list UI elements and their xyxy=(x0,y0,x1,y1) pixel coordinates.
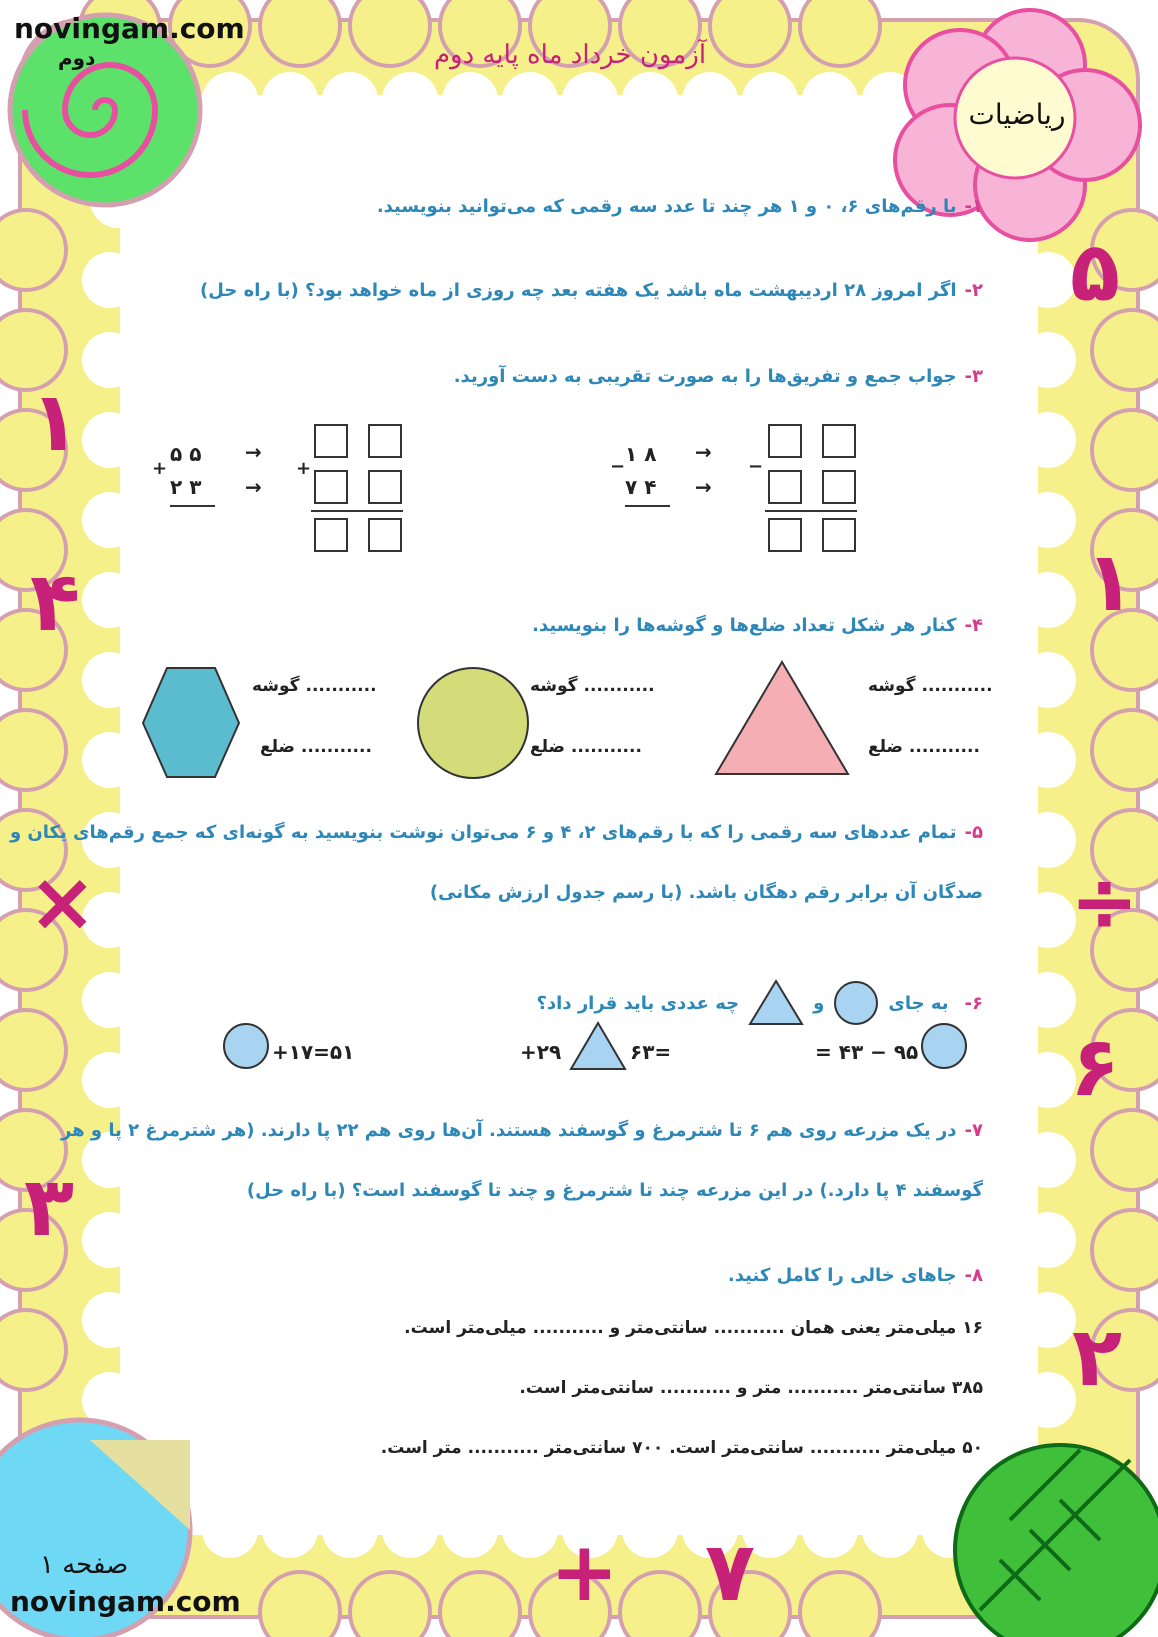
border-symbol: ۱ xyxy=(30,375,81,470)
equation-2-right: =۶۳ xyxy=(630,1040,672,1064)
circle-shape xyxy=(418,668,528,778)
answer-box[interactable] xyxy=(368,518,402,552)
question-text: تمام عددهای سه رقمی را که با رقم‌های ۲، ۴ و ۶ می‌توان نوشت بنویسید به گونه‌ای که جمع رقم‌های یکان و xyxy=(9,822,957,843)
page-title: آزمون خرداد ماه پایه دوم xyxy=(433,40,707,70)
arrow-icon: → xyxy=(245,475,262,499)
border-symbol: + xyxy=(550,1525,619,1620)
question-4 xyxy=(532,615,983,636)
arrow-icon: → xyxy=(245,440,262,464)
triangle-icon xyxy=(568,1020,628,1072)
plus-sign: + xyxy=(152,458,168,479)
question-1 xyxy=(377,196,983,217)
equation-1: +۱۷=۵۱ xyxy=(272,1040,355,1064)
arrow-icon: → xyxy=(695,440,712,464)
question-5 xyxy=(10,822,983,843)
question-text: کنار هر شکل تعداد ضلع‌ها و گوشه‌ها را بنویسید. xyxy=(532,615,957,636)
sum-line xyxy=(765,510,857,512)
answer-box[interactable] xyxy=(768,424,802,458)
answer-box[interactable] xyxy=(314,424,348,458)
side-count-blank[interactable]: ........... ضلع xyxy=(260,737,372,757)
question-number: ۵- xyxy=(964,822,983,843)
page-number: صفحه ۱ xyxy=(40,1550,129,1580)
watermark-top: novingam.com xyxy=(14,12,245,45)
circle-icon xyxy=(920,1022,968,1070)
question-number: ۸- xyxy=(964,1265,983,1286)
question-text: اگر امروز ۲۸ اردیبهشت ماه باشد یک هفته بعد چه روزی از ماه خواهد بود؟ (با راه حل) xyxy=(200,280,957,301)
answer-box[interactable] xyxy=(314,518,348,552)
corner-count-blank[interactable]: ........... گوشه xyxy=(252,676,377,696)
addition-row-2: ۳ ۲ xyxy=(170,475,202,499)
hexagon-shape xyxy=(143,668,239,777)
plus-sign: + xyxy=(296,458,312,479)
answer-box[interactable] xyxy=(822,518,856,552)
addition-row-1: ۵ ۵ xyxy=(170,442,202,466)
fill-blank-line-1[interactable]: ۱۶ میلی‌متر یعنی همان ........... سانتی‌متر و ........... میلی‌متر است. xyxy=(404,1318,983,1338)
question-number: ۳- xyxy=(964,366,983,387)
sum-line xyxy=(311,510,403,512)
question-text: در یک مزرعه روی هم ۶ تا شترمرغ و گوسفند هستند. آن‌ها روی هم ۲۲ پا دارند. (هر شترمرغ ۲ پا و هر xyxy=(60,1120,957,1141)
fill-blank-line-2[interactable]: ۳۸۵ سانتی‌متر ........... متر و ........... سانتی‌متر است. xyxy=(519,1378,983,1398)
sum-line xyxy=(170,505,215,507)
triangle-icon xyxy=(747,978,805,1028)
border-symbol: ۶ xyxy=(1070,1020,1121,1115)
watermark-bottom: novingam.com xyxy=(10,1585,241,1618)
sum-line xyxy=(625,505,670,507)
border-symbol: ۷ xyxy=(705,1525,756,1620)
answer-box[interactable] xyxy=(822,470,856,504)
subtraction-row-2: ۴ ۷ xyxy=(625,475,657,499)
question-text: با رقم‌های ۶، ۰ و ۱ هر چند تا عدد سه رقمی که می‌توانید بنویسید. xyxy=(376,196,957,217)
answer-box[interactable] xyxy=(768,518,802,552)
question-number: ۲- xyxy=(964,280,983,301)
minus-sign: − xyxy=(748,456,764,477)
minus-sign: − xyxy=(610,456,626,477)
question-3 xyxy=(454,366,983,387)
answer-box[interactable] xyxy=(822,424,856,458)
leaf-decoration xyxy=(955,1445,1158,1637)
equation-2-left: ۲۹+ xyxy=(520,1040,562,1064)
corner-count-blank[interactable]: ........... گوشه xyxy=(868,676,993,696)
circle-icon xyxy=(222,1022,270,1070)
subject-label: ریاضیات xyxy=(968,98,1066,131)
question-2 xyxy=(200,280,983,301)
border-symbol: ۱ xyxy=(1085,535,1136,630)
answer-box[interactable] xyxy=(368,470,402,504)
question-8 xyxy=(728,1265,983,1286)
question-text: و xyxy=(813,992,825,1014)
question-text: چه عددی باید قرار داد؟ xyxy=(536,992,740,1014)
shapes-row xyxy=(130,650,870,785)
answer-box[interactable] xyxy=(314,470,348,504)
answer-box[interactable] xyxy=(368,424,402,458)
side-count-blank[interactable]: ........... ضلع xyxy=(530,737,642,757)
circle-icon xyxy=(832,979,880,1027)
side-count-blank[interactable]: ........... ضلع xyxy=(868,737,980,757)
border-symbol: × xyxy=(28,855,97,950)
border-symbol: ÷ xyxy=(1070,855,1139,950)
question-text: جاهای خالی را کامل کنید. xyxy=(727,1265,957,1286)
fill-blank-line-3[interactable]: ۵۰ میلی‌متر ........... سانتی‌متر است. ۷۰۰ سانتی‌متر ........... متر است. xyxy=(380,1438,983,1458)
question-text: به جای xyxy=(888,992,949,1014)
question-5-continued: صدگان آن برابر رقم دهگان باشد. (با رسم جدول ارزش مکانی) xyxy=(429,882,983,903)
question-number: ۴- xyxy=(964,615,983,636)
question-7-continued: گوسفند ۴ پا دارد.) در این مزرعه چند تا شترمرغ و چند تا گوسفند است؟ (با راه حل) xyxy=(246,1180,983,1201)
arrow-icon: → xyxy=(695,475,712,499)
question-number: ۷- xyxy=(964,1120,983,1141)
border-symbol: ۳ xyxy=(24,1160,75,1255)
answer-box[interactable] xyxy=(768,470,802,504)
border-symbol: ۵ xyxy=(1070,225,1121,320)
question-number: ۱- xyxy=(964,196,983,217)
grade-tag: دوم xyxy=(58,46,96,70)
border-symbol: ۲ xyxy=(1072,1310,1123,1405)
border-symbol: ۴ xyxy=(30,555,81,650)
question-number: ۶- xyxy=(964,992,983,1014)
question-text: جواب جمع و تفریق‌ها را به صورت تقریبی به دست آورید. xyxy=(453,366,957,387)
question-7 xyxy=(61,1120,983,1141)
subtraction-row-1: ۸ ۱ xyxy=(625,442,657,466)
corner-count-blank[interactable]: ........... گوشه xyxy=(530,676,655,696)
equation-3: ۹۵ − ۴۳ = xyxy=(815,1040,919,1064)
triangle-shape xyxy=(716,662,848,774)
